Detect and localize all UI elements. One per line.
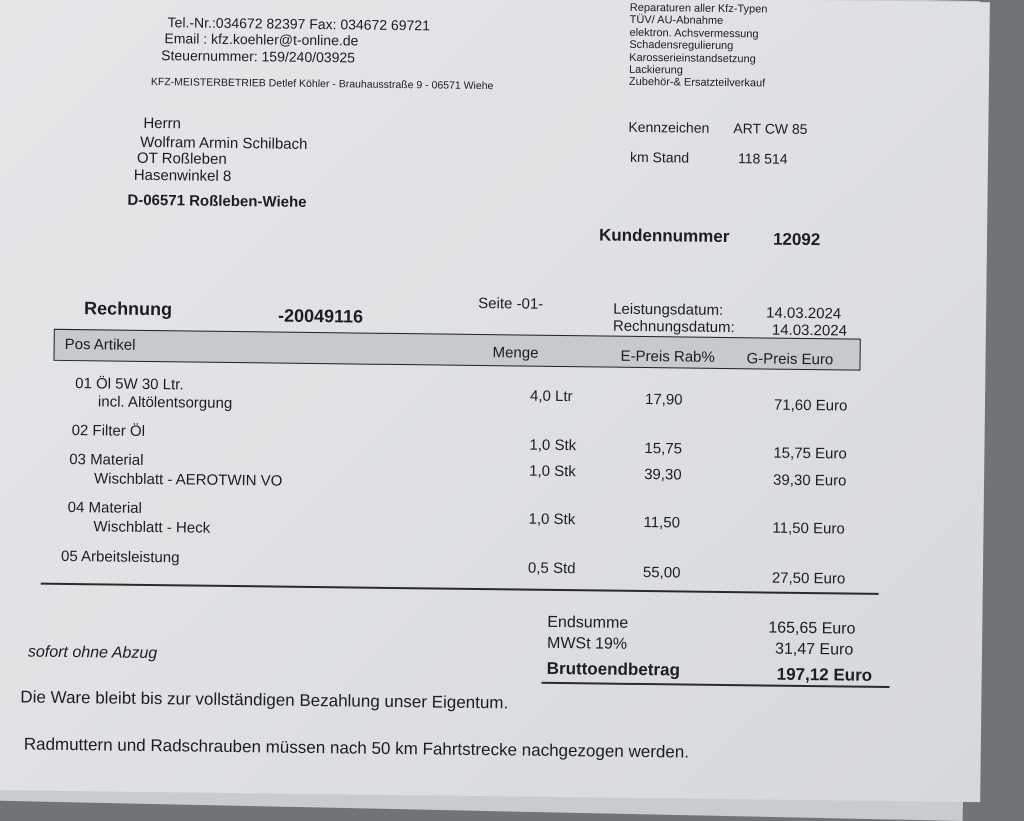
table-divider	[41, 583, 879, 595]
col-pos-article: Pos Artikel	[64, 335, 136, 354]
row-article: 02 Filter Öl	[71, 422, 146, 440]
row-article-detail: Wischblatt - Heck	[93, 518, 211, 537]
row-article: 01 Öl 5W 30 Ltr.	[75, 375, 184, 394]
row-total: 15,75 Euro	[773, 444, 847, 463]
row-total: 27,50 Euro	[771, 569, 846, 588]
service-date-label: Leistungsdatum:	[613, 300, 724, 319]
email: Email : kfz.koehler@t-online.de	[164, 30, 359, 49]
recipient-city: D-06571 Roßleben-Wiehe	[127, 191, 307, 211]
service-item: Schadensregulierung	[629, 39, 734, 53]
vat-label: MWSt 19%	[546, 634, 628, 653]
row-article: 03 Material	[69, 451, 144, 469]
gross-label: Bruttoendbetrag	[546, 658, 681, 680]
col-total: G-Preis Euro	[746, 350, 834, 369]
customer-label: Kundennummer	[598, 225, 730, 247]
row-qty: 1,0 Stk	[529, 462, 576, 481]
vat-value: 31,47 Euro	[774, 640, 854, 659]
invoice-title: Rechnung	[83, 298, 173, 320]
phone-fax: Tel.-Nr.:034672 82397 Fax: 034672 69721	[167, 14, 431, 34]
col-qty: Menge	[492, 344, 539, 362]
row-total: 39,30 Euro	[772, 471, 847, 490]
recipient-district: OT Roßleben	[136, 149, 227, 168]
row-total: 11,50 Euro	[772, 519, 845, 538]
service-item: Zubehör-& Ersatzteilverkauf	[628, 76, 766, 90]
service-item: elektron. Achsvermessung	[629, 26, 759, 41]
row-article: 05 Arbeitsleistung	[60, 547, 180, 567]
row-qty: 1,0 Stk	[529, 436, 577, 455]
row-price: 55,00	[642, 564, 681, 582]
row-article-detail: Wischblatt - AEROTWIN VO	[93, 470, 283, 490]
recipient-street: Hasenwinkel 8	[133, 166, 232, 185]
service-item: TÜV/ AU-Abnahme	[629, 14, 724, 28]
row-qty: 4,0 Ltr	[529, 387, 573, 406]
recipient-salutation: Herrn	[143, 114, 181, 133]
page-number: Seite -01-	[478, 294, 544, 313]
service-date: 14.03.2024	[766, 304, 842, 323]
row-price: 17,90	[644, 391, 683, 409]
customer-number: 12092	[772, 229, 821, 250]
recipient-name: Wolfram Armin Schilbach	[140, 133, 308, 153]
km-label: km Stand	[629, 148, 690, 166]
payment-terms: sofort ohne Abzug	[27, 643, 158, 663]
row-total: 71,60 Euro	[773, 396, 848, 415]
col-unit-price: E-Preis Rab%	[620, 347, 715, 366]
row-price: 15,75	[644, 440, 683, 458]
tax-number: Steuernummer: 159/240/03925	[161, 47, 356, 66]
row-article: 04 Material	[67, 498, 142, 517]
row-qty: 0,5 Std	[527, 559, 576, 578]
services-list	[629, 2, 768, 91]
row-price: 11,50	[643, 514, 681, 532]
row-price: 39,30	[644, 466, 682, 484]
invoice-number: -20049116	[277, 305, 364, 327]
plate-label: Kennzeichen	[628, 118, 710, 136]
service-item: Lackierung	[628, 63, 683, 77]
km-value: 118 514	[737, 150, 788, 167]
wheel-nut-note: Radmuttern und Radschrauben müssen nach 50 km Fahrtstrecke nachgezogen werden.	[23, 734, 690, 762]
gross-value: 197,12 Euro	[776, 664, 873, 685]
service-item: Karosserieinstandsetzung	[629, 51, 756, 65]
sum-value: 165,65 Euro	[768, 619, 856, 638]
row-qty: 1,0 Stk	[528, 510, 576, 529]
ownership-note: Die Ware bleibt bis zur vollständigen Bezahlung unser Eigentum.	[20, 687, 509, 713]
sum-label: Endsumme	[547, 613, 629, 632]
table-header	[53, 329, 860, 371]
invoice-date: 14.03.2024	[771, 321, 848, 340]
plate-value: ART CW 85	[733, 120, 808, 137]
service-item: Reparaturen aller Kfz-Typen	[629, 1, 768, 16]
sender-line: KFZ-MEISTERBETRIEB Detlef Köhler - Brauhausstraße 9 - 06571 Wiehe	[150, 75, 494, 93]
row-article-detail: incl. Altölentsorgung	[97, 393, 233, 412]
invoice-date-label: Rechnungsdatum:	[612, 317, 735, 337]
